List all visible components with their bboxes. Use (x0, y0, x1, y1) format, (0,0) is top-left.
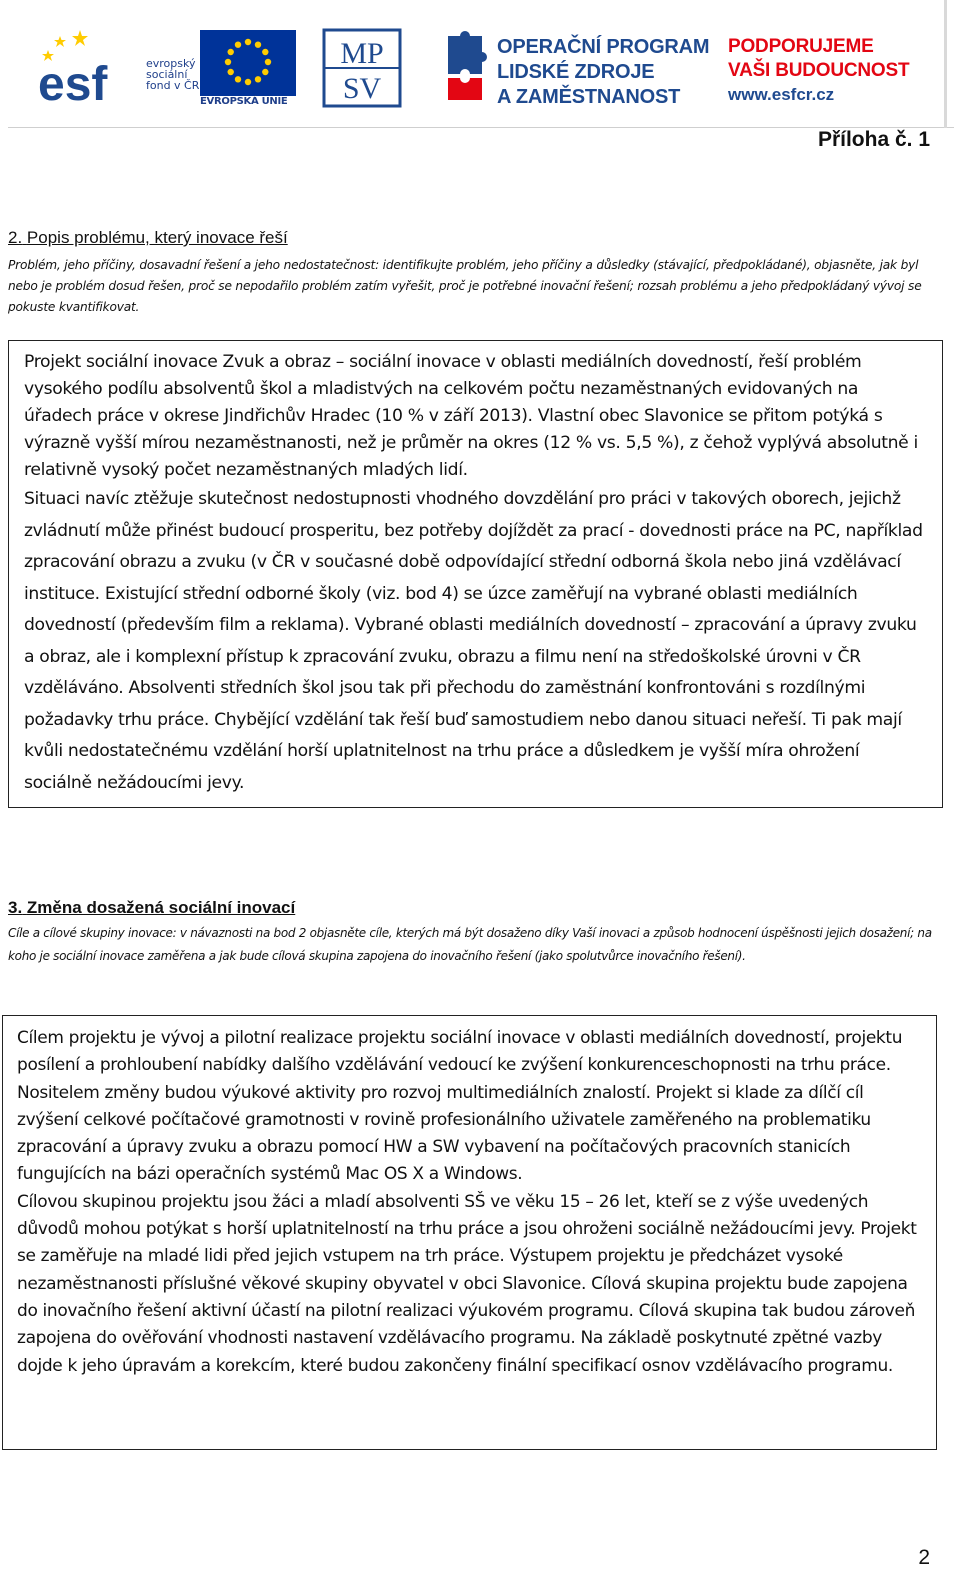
section-title-text: Popis problému, který inovace řeší (26, 228, 288, 247)
section-title-text: Změna dosažená sociální inovací (26, 898, 296, 917)
esf-url: www.esfcr.cz (728, 85, 835, 104)
section-3-answer-box (2, 1015, 937, 1450)
section-2-title (8, 228, 288, 248)
esf-subtitle (146, 58, 199, 91)
section-number: 3. (8, 898, 23, 917)
mpsv-logo (322, 28, 402, 108)
section-3-title (8, 898, 295, 918)
answer-paragraph: Situaci navíc ztěžuje skutečnost nedostupnosti vhodného dovzdělání pro práci v takových oborech, jejichž zvládnutí může přinést budoucí prosperitu, bez potřeby dojíždět za prací - dovednosti práce na PC, například zpracování obrazu a zvuku (v ČR v současné době odpovídající střední odborná škola nebo jiná vzdělávací instituce. Existující střední odborné školy (viz. bod 4) se úzce zaměřují na vybrané oblasti mediálních dovedností (především film a reklama). Vybrané oblasti mediálních dovedností – zpracování a úpravy zvuku a obraz, ale i komplexní přístup k zpracování zvuku, obrazu a filmu není na středoškolské úrovni v ČR vzděláváno. Absolventi středních škol jsou tak při přechodu do zaměstnání konfrontováni s rozdílnými požadavky trhu práce. Chybějící vzdělání tak řeší buď samostudiem nebo danou situaci neřeší. Ti pak mají kvůli nedostatečnému vzdělání horší uplatnitelnost na trhu práce a důsledkem je vyšší míra ohrožení sociálně nežádoucími jevy. (24, 489, 923, 793)
eu-flag-icon (200, 30, 296, 96)
svg-text:SV: SV (342, 72, 382, 105)
programme-title-line: LIDSKÉ ZDROJE (497, 61, 655, 83)
answer-paragraph: Cílovou skupinou projektu jsou žáci a mladí absolventi SŠ ve věku 15 – 26 let, kteří se z výše uvedených důvodů mohou potýkat s horší uplatnitelností na trhu práce a jsou ohroženi sociálně nežádoucími jevy. Projekt se zaměřuje na mladé lidi před jejich vstupem na trh práce. Výstupem projektu je předcházet vysoké nezaměstnanosti příslušné věkové skupiny obyvatel v obci Slavonice. Cílová skupina projektu bude zapojena do inovačního řešení aktivní účastí na pilotní realizaci výukovém programu. Cílová skupina tak budou zároveň zapojena do ověřování vhodnosti nastavení vzdělávacího programu. Na základě poskytnuté zpětné vazby dojde k jeho úpravám a korekcím, které budou zakončeny finální specifikací osnov vzdělávacího programu. (17, 1191, 917, 1376)
support-slogan (728, 35, 909, 107)
header-edge (944, 0, 947, 128)
answer-paragraph: Cílem projektu je vývoj a pilotní realizace projektu sociální inovace v oblasti mediálních dovedností, projektu posílení a prohloubení nabídky dalšího vzdělávání vedoucí ke zvýšení konkurenceschopnosti na trhu práce. Nositelem změny budou výukové aktivity pro rozvoj multimediálních znalostí. Projekt si klade za dílčí cíl zvýšení celkové počítačové gramotnosti v rovině profesionálního uživatele zaměřeného na problematiku zpracování a úpravy zvuku a obrazu pomocí HW a SW vybavení na počítačových pracovních stanicích fungujících na bázi operačních systémů Mac OS X a Windows. (17, 1028, 903, 1185)
support-slogan-line: PODPORUJEME (728, 36, 874, 57)
programme-title-line: A ZAMĚSTNANOST (497, 86, 681, 108)
svg-text:MP: MP (340, 37, 384, 70)
logo-header (0, 0, 960, 130)
esf-subtitle-line: sociální (146, 68, 188, 81)
programme-title (497, 35, 709, 110)
esf-subtitle-line: evropský (146, 57, 196, 70)
support-slogan-line: VAŠI BUDOUCNOST (728, 60, 910, 81)
esf-subtitle-line: fond v ČR (146, 79, 200, 92)
eu-caption: EVROPSKÁ UNIE (200, 96, 288, 107)
puzzle-person-icon (440, 28, 490, 102)
section-2-answer-box (8, 340, 943, 808)
page-number: 2 (918, 1546, 930, 1569)
section-number: 2. (8, 228, 23, 247)
esf-wordmark: esf (38, 58, 108, 106)
attachment-label: Příloha č. 1 (817, 128, 930, 151)
header-divider (8, 127, 954, 128)
programme-title-line: OPERAČNÍ PROGRAM (497, 36, 710, 58)
section-2-instruction: Problém, jeho příčiny, dosavadní řešení a jeho nedostatečnost: identifikujte problém, jeho příčiny a důsledky (stávající, předpokládané), objasněte, jak byl nebo je problém dosud řešen, proč se nepodařilo problém zatím vyřešit, proč je potřebné inovační řešení; rozsah problému a jeho předpokládaný vývoj se pokuste kvantifikovat. (8, 258, 922, 314)
answer-paragraph: Projekt sociální inovace Zvuk a obraz – sociální inovace v oblasti mediálních dovedností, řeší problém vysokého podílu absolventů škol a mladistvých na celkovém počtu nezaměstnaných evidovaných na úřadech práce v okrese Jindřichův Hradec (10 % v září 2013). Vlastní obec Slavonice se přitom potýká s výrazně vyšší mírou nezaměstnanosti, než je průměr na okres (12 % vs. 5,5 %), z čehož vyplývá absolutně i relativně vysoký počet nezaměstnaných mladých lidí. (24, 352, 918, 480)
section-3-instruction: Cíle a cílové skupiny inovace: v návaznosti na bod 2 objasněte cíle, kterých má být dosaženo díky Vaší inovaci a způsob hodnocení úspěšnosti jejich dosažení; na koho je sociální inovace zaměřena a jak bude cílová skupina zapojena do inovačního řešení (jako spolutvůrce inovačního řešení). (8, 926, 932, 963)
esf-logo (36, 26, 142, 106)
